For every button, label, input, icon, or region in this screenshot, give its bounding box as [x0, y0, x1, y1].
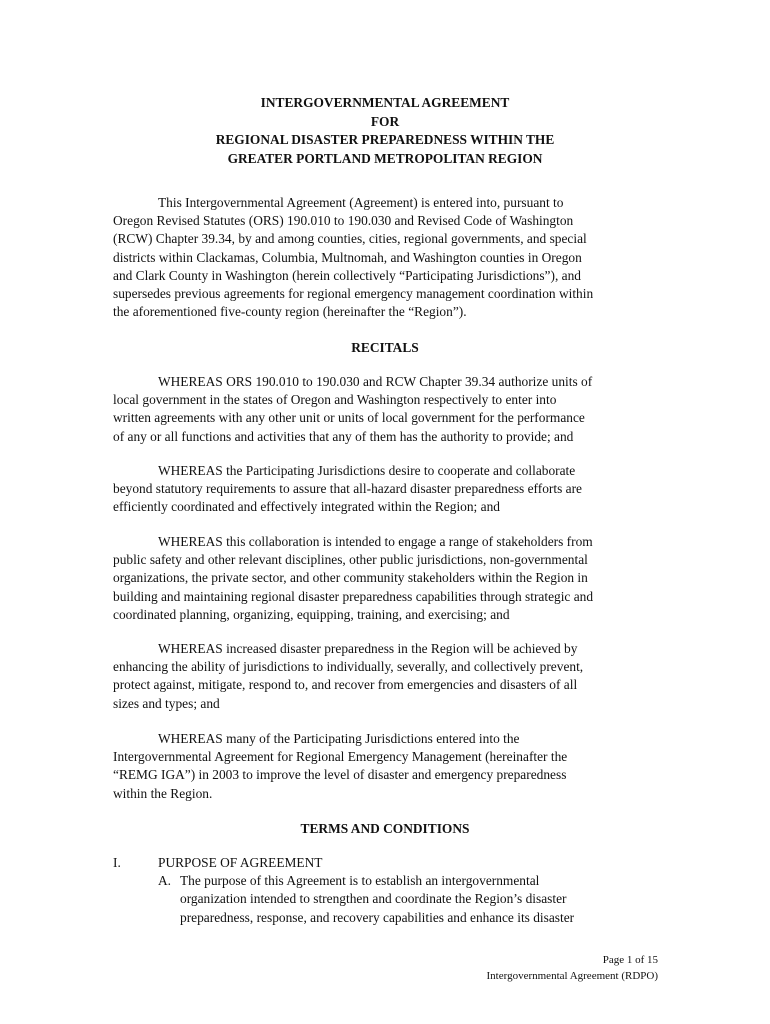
recitals-heading: RECITALS — [351, 340, 419, 355]
text-line: This Intergovernmental Agreement (Agreement) is entered into, pursuant to — [158, 195, 564, 210]
text-line: efficiently coordinated and effectively integrated within the Region; and — [113, 499, 500, 515]
text-line: Intergovernmental Agreement for Regional Emergency Management (hereinafter the — [113, 749, 568, 765]
item-marker: A. — [158, 873, 172, 889]
text-line: coordinated planning, organizing, equipping, training, and exercising; and — [113, 606, 510, 622]
document-title — [100, 94, 670, 168]
text-line: within the Region. — [113, 785, 213, 801]
text-line: and Clark County in Washington (herein collectively “Participating Jurisdictions”), and — [113, 267, 581, 283]
text-line: WHEREAS increased disaster preparedness in the Region will be achieved by — [158, 641, 578, 656]
text-line: protect against, mitigate, respond to, and recover from emergencies and disasters of all — [113, 677, 578, 693]
text-line: of any or all functions and activities that any of them has the authority to provide; and — [113, 428, 574, 444]
text-line: The purpose of this Agreement is to establish an intergovernmental — [180, 873, 540, 889]
text-line: sizes and types; and — [113, 695, 220, 711]
section-title: PURPOSE OF AGREEMENT — [158, 855, 323, 870]
text-line: organization intended to strengthen and coordinate the Region’s disaster — [180, 891, 567, 907]
text-line: WHEREAS the Participating Jurisdictions desire to cooperate and collaborate — [158, 463, 576, 478]
text-line: the aforementioned five-county region (hereinafter the “Region”). — [113, 304, 467, 320]
text-line: public safety and other relevant disciplines, other public jurisdictions, non-governmental — [113, 552, 588, 568]
section-number: I. — [113, 855, 121, 870]
document-name: Intergovernmental Agreement (RDPO) — [486, 970, 658, 982]
recital-paragraph — [113, 730, 661, 803]
recital-paragraph — [113, 640, 661, 713]
page-number: Page 1 of 15 — [602, 954, 658, 966]
text-line: beyond statutory requirements to assure that all-hazard disaster preparedness efforts are — [113, 481, 582, 497]
terms-heading: TERMS AND CONDITIONS — [300, 821, 470, 836]
intro-paragraph — [113, 194, 661, 321]
text-line: preparedness, response, and recovery capabilities and enhance its disaster — [180, 909, 575, 925]
text-line: supersedes previous agreements for regional emergency management coordination within — [113, 286, 594, 302]
recital-paragraph — [113, 373, 661, 446]
page-footer — [487, 952, 658, 984]
recital-paragraph — [113, 533, 661, 624]
text-line: written agreements with any other unit or units of local government for the performance — [113, 410, 585, 426]
title-line: GREATER PORTLAND METROPOLITAN REGION — [227, 150, 543, 166]
text-line: Oregon Revised Statutes (ORS) 190.010 to 190.030 and Revised Code of Washington — [113, 213, 574, 229]
text-line: local government in the states of Oregon and Washington respectively to enter into — [113, 392, 557, 408]
text-line: WHEREAS this collaboration is intended to engage a range of stakeholders from — [158, 534, 593, 549]
title-line: REGIONAL DISASTER PREPAREDNESS WITHIN THE — [215, 132, 555, 147]
section-item — [158, 872, 668, 927]
title-line: INTERGOVERNMENTAL AGREEMENT — [260, 95, 510, 110]
text-line: WHEREAS ORS 190.010 to 190.030 and RCW Chapter 39.34 authorize units of — [158, 374, 593, 389]
text-line: “REMG IGA”) in 2003 to improve the level of disaster and emergency preparedness — [113, 767, 567, 783]
recital-paragraph — [113, 462, 661, 517]
text-line: enhancing the ability of jurisdictions to individually, severally, and collectively prevent, — [113, 659, 584, 675]
text-line: organizations, the private sector, and other community stakeholders within the Region in — [113, 570, 588, 586]
title-line: FOR — [370, 113, 400, 129]
text-line: WHEREAS many of the Participating Jurisdictions entered into the — [158, 731, 520, 746]
text-line: building and maintaining regional disaster preparedness capabilities through strategic and — [113, 588, 594, 604]
text-line: districts within Clackamas, Columbia, Multnomah, and Washington counties in Oregon — [113, 249, 582, 265]
text-line: (RCW) Chapter 39.34, by and among counties, cities, regional governments, and special — [113, 231, 587, 247]
